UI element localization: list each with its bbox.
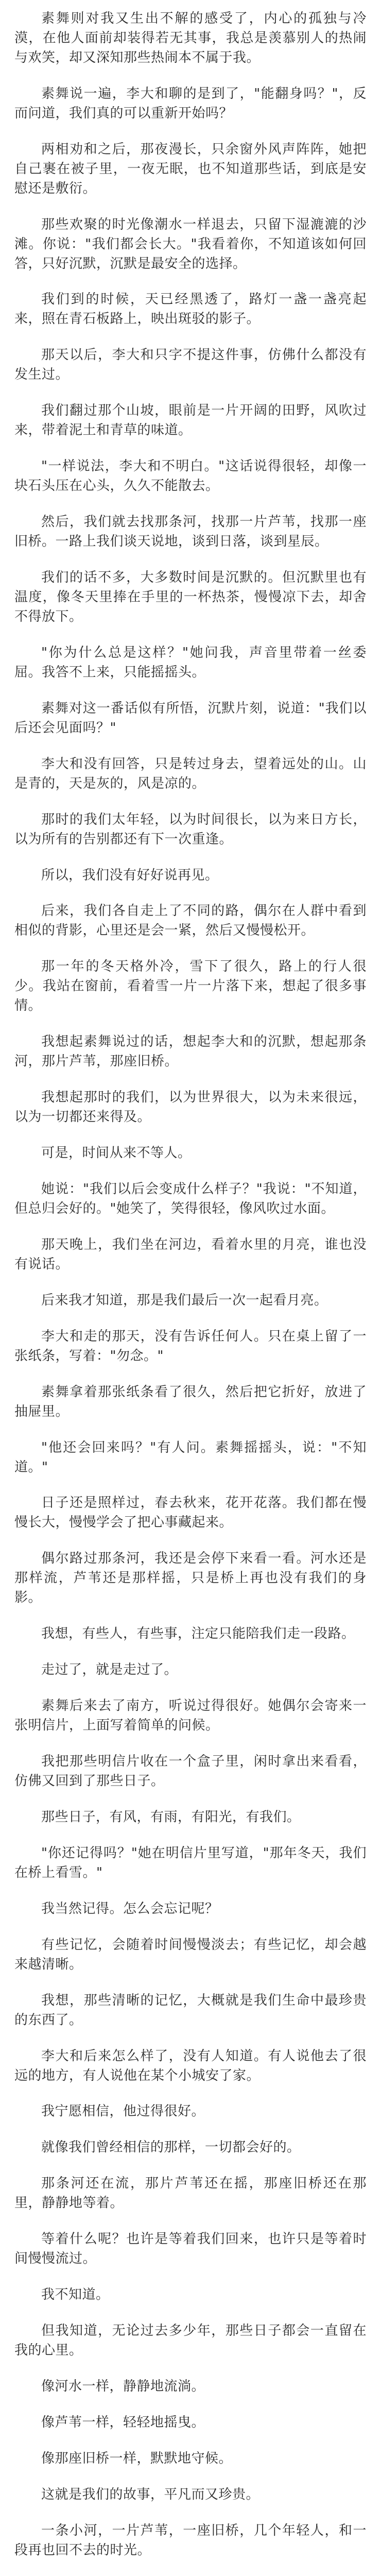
article-paragraph: 李大和后来怎么样了，没有人知道。有人说他去了很远的地方，有人说他在某个小城安了家。 [14,2048,367,2083]
article-paragraph: 等着什么呢？也许是等着我们回来，也许只是等着时间慢慢流过。 [14,2231,367,2267]
article-paragraph: 我们到的时候，天已经黑透了，路灯一盏一盏亮起来，照在青石板路上，映出斑驳的影子。 [14,292,367,327]
article-paragraph: 两相劝和之后，那夜漫长，只余窗外风声阵阵，她把自己裹在被子里，一夜无眠，也不知道那些话，到底是安慰还是敷衍。 [14,141,367,196]
article-paragraph: 所以，我们没有好好说再见。 [41,867,219,883]
article-paragraph: 那天晚上，我们坐在河边，看着水里的月亮，谁也没有说话。 [14,1236,367,1272]
article-paragraph: 走过了，就是走过了。 [41,1662,178,1678]
article-paragraph: 那时的我们太年轻，以为时间很长，以为来日方长，以为所有的告别都还有下一次重逢。 [14,811,367,847]
article-paragraph: 然后，我们就去找那条河，找那一片芦苇，找那一座旧桥。一路上我们谈天说地，谈到日落，谈到星辰。 [14,514,367,550]
article-paragraph: 那天以后，李大和只字不提这件事，仿佛什么都没有发生过。 [14,347,367,383]
article-paragraph: 这就是我们的故事，平凡而又珍贵。 [41,2486,260,2502]
article-paragraph: 素舞说一遍，李大和聊的是到了，"能翻身吗？"，反而问道，我们真的可以重新开始吗？ [14,86,367,121]
article-paragraph: 我想，那些清晰的记忆，大概就是我们生命中最珍贵的东西了。 [14,1992,367,2028]
article-paragraph: 像河水一样，静静地流淌。 [41,2379,205,2395]
article-paragraph: 我们的话不多，大多数时间是沉默的。但沉默里也有温度，像冬天里捧在手里的一杯热茶，慢慢凉下去，却舍不得放下。 [14,570,367,624]
article-paragraph: "他还会回来吗？"有人问。素舞摇摇头，说："不知道。" [14,1439,367,1475]
article-paragraph: "你为什么总是这样？"她问我，声音里带着一丝委屈。我答不上来，只能摇摇头。 [14,645,367,680]
article-paragraph: 我把那些明信片收在一个盒子里，闲时拿出来看看，仿佛又回到了那些日子。 [14,1754,367,1789]
article-paragraph: 后来，我们各自走上了不同的路，偶尔在人群中看到相似的背影，心里还是会一紧，然后又慢慢松开。 [14,903,367,939]
article-paragraph: 一条小河，一片芦苇，一座旧桥，几个年轻人，和一段再也回不去的时光。 [14,2522,367,2558]
article-paragraph: 偶尔路过那条河，我还是会停下来看一看。河水还是那样流，芦苇还是那样摇，只是桥上再也没有我们的身影。 [14,1551,367,1606]
article-paragraph: 她说："我们以后会变成什么样子？"我说："不知道，但总归会好的。"她笑了，笑得很轻，像风吹过水面。 [14,1181,367,1216]
article-paragraph: 那一年的冬天格外冷，雪下了很久，路上的行人很少。我站在窗前，看着雪一片一片落下来，想起了很多事情。 [14,959,367,1014]
article-paragraph: 我想起那时的我们，以为世界很大，以为未来很远，以为一切都还来得及。 [14,1090,367,1125]
article-paragraph: 李大和走的那天，没有告诉任何人。只在桌上留了一张纸条，写着："勿念。" [14,1328,367,1364]
article-paragraph: 我想，有些人，有些事，注定只能陪我们走一段路。 [41,1626,355,1642]
article-paragraph: 我想起素舞说过的话，想起李大和的沉默，想起那条河，那片芦苇，那座旧桥。 [14,1034,367,1070]
article-paragraph: 我不知道。 [41,2287,110,2303]
article-paragraph: 那些欢聚的时光像潮水一样退去，只留下湿漉漉的沙滩。你说："我们都会长大。"我看着你，不知道该如何回答，只好沉默，沉默是最安全的选择。 [14,216,367,272]
article-paragraph: 就像我们曾经相信的那样，一切都会好的。 [41,2140,301,2156]
article-paragraph: "一样说法，李大和不明白。"这话说得很轻，却像一块石头压在心头，久久不能散去。 [14,459,367,494]
article-paragraph: 我们翻过那个山坡，眼前是一片开阔的田野，风吹过来，带着泥土和青草的味道。 [14,403,367,438]
article-paragraph: 我当然记得。怎么会忘记呢？ [41,1901,219,1917]
article-paragraph: 素舞拿着那张纸条看了很久，然后把它折好，放进了抽屉里。 [14,1384,367,1419]
article-paragraph: 那些日子，有风，有雨，有阳光，有我们。 [41,1809,301,1825]
article-paragraph: 那条河还在流，那片芦苇还在摇，那座旧桥还在那里，静静地等着。 [14,2176,367,2211]
article-body [14,9,367,2576]
article-paragraph: 我宁愿相信，他过得很好。 [41,2104,205,2120]
article-paragraph: "你还记得吗？"她在明信片里写道，"那年冬天，我们在桥上看雪。" [14,1845,367,1880]
article-paragraph: 像芦苇一样，轻轻地摇曳。 [41,2415,205,2431]
article-paragraph: 像那座旧桥一样，默默地守候。 [41,2450,233,2466]
article-paragraph: 可是，时间从来不等人。 [41,1145,192,1161]
article-paragraph: 后来我才知道，那是我们最后一次一起看月亮。 [41,1292,328,1308]
article-paragraph: 但我知道，无论过去多少年，那些日子都会一直留在我的心里。 [14,2323,367,2359]
article-paragraph: 素舞则对我又生出不解的感受了，内心的孤独与冷漠，在他人面前却装得若无其事，我总是羡慕别人的热闹与欢笑，却又深知那些热闹本不属于我。 [14,11,367,65]
article-paragraph: 素舞后来去了南方，听说过得很好。她偶尔会寄来一张明信片，上面写着简单的问候。 [14,1698,367,1734]
article-paragraph: 日子还是照样过，春去秋来，花开花落。我们都在慢慢长大，慢慢学会了把心事藏起来。 [14,1495,367,1531]
article-paragraph: 李大和没有回答，只是转过身去，望着远处的山。山是青的，天是灰的，风是凉的。 [14,756,367,791]
article-paragraph: 素舞对这一番话似有所悟，沉默片刻，说道："我们以后还会见面吗？" [14,700,367,736]
article-paragraph: 有些记忆，会随着时间慢慢淡去；有些记忆，却会越来越清晰。 [14,1937,367,1972]
